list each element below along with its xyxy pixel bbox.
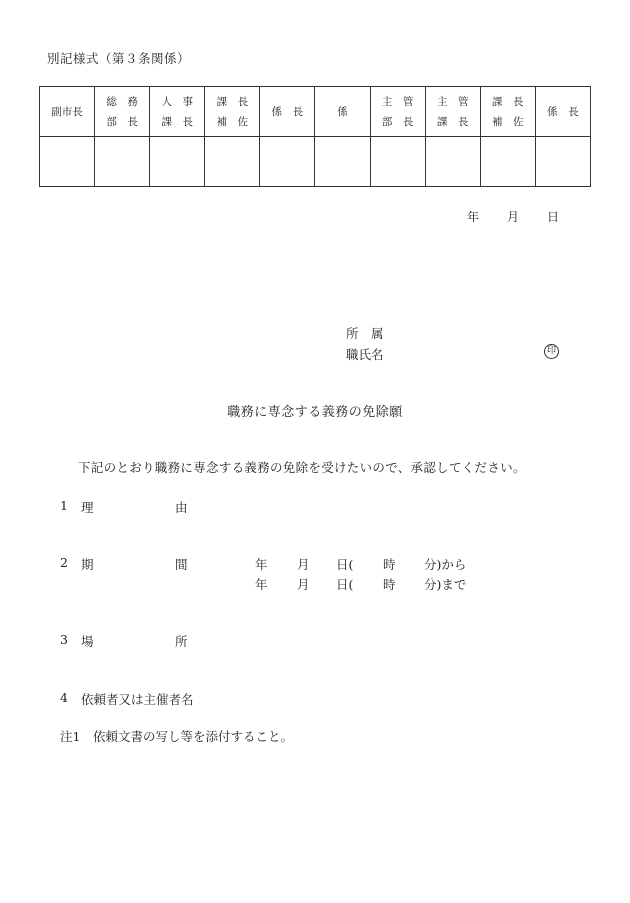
item-2-number: 2 xyxy=(60,555,68,570)
date-day-label: 日 xyxy=(547,210,560,224)
affiliation-label: 所 属 xyxy=(346,326,384,341)
period-from-month: 月 xyxy=(297,557,310,572)
stamp-cell[interactable] xyxy=(40,137,95,187)
stamp-cell[interactable] xyxy=(260,137,315,187)
approval-header-chief-2: 係 長 xyxy=(535,87,590,137)
item-3-label-a: 場 xyxy=(81,634,94,649)
seal-icon: 印 xyxy=(544,344,559,359)
stamp-cell[interactable] xyxy=(535,137,590,187)
item-3-label-b: 所 xyxy=(175,634,188,649)
item-2-label-a: 期 xyxy=(81,557,94,572)
item-1-label-b: 由 xyxy=(175,500,188,515)
stamp-cell[interactable] xyxy=(150,137,205,187)
period-to-year: 年 xyxy=(255,577,268,592)
approval-header-row xyxy=(40,87,591,137)
name-label: 職氏名 xyxy=(346,347,384,362)
period-from-hour: 時 xyxy=(383,557,396,572)
approval-header-supervising-director: 主 管 部 長 xyxy=(370,87,425,137)
footnote: 注1 依頼文書の写し等を添付すること。 xyxy=(60,729,293,744)
item-4-number: 4 xyxy=(60,690,68,705)
stamp-cell[interactable] xyxy=(95,137,150,187)
stamp-cell[interactable] xyxy=(205,137,260,187)
stamp-cell[interactable] xyxy=(370,137,425,187)
stamp-cell[interactable] xyxy=(480,137,535,187)
approval-header-chief: 係 長 xyxy=(260,87,315,137)
approval-header-deputy-manager-2: 課 長 補 佐 xyxy=(480,87,535,137)
period-to-hour: 時 xyxy=(383,577,396,592)
approval-header-supervising-manager: 主 管 課 長 xyxy=(425,87,480,137)
period-to-month: 月 xyxy=(297,577,310,592)
item-1-number: 1 xyxy=(60,498,68,513)
intro-text: 下記のとおり職務に専念する義務の免除を受けたいので、承認してください。 xyxy=(78,460,526,475)
form-label: 別記様式（第３条関係） xyxy=(47,51,191,66)
document-title: 職務に専念する義務の免除願 xyxy=(227,405,403,420)
approval-stamp-row xyxy=(40,137,591,187)
approval-stamp-table xyxy=(39,86,591,187)
approval-header-staff: 係 xyxy=(315,87,370,137)
stamp-cell[interactable] xyxy=(315,137,370,187)
item-2-label-b: 間 xyxy=(175,557,188,572)
stamp-cell[interactable] xyxy=(425,137,480,187)
date-month-label: 月 xyxy=(507,210,520,224)
period-from-day: 日( xyxy=(336,557,354,572)
item-1-label-a: 理 xyxy=(81,500,94,515)
item-3-number: 3 xyxy=(60,632,68,647)
approval-header-deputy-manager: 課 長 補 佐 xyxy=(205,87,260,137)
date-year-label: 年 xyxy=(467,210,480,224)
period-to-day: 日( xyxy=(336,577,354,592)
period-from-year: 年 xyxy=(255,557,268,572)
approval-header-personnel-manager: 人 事 課 長 xyxy=(150,87,205,137)
item-4-label: 依頼者又は主催者名 xyxy=(81,692,194,707)
period-to-minute: 分)まで xyxy=(424,577,467,592)
approval-header-general-affairs-director: 総 務 部 長 xyxy=(95,87,150,137)
approval-header-vice-mayor: 副市長 xyxy=(40,87,95,137)
period-from-minute: 分)から xyxy=(424,557,467,572)
